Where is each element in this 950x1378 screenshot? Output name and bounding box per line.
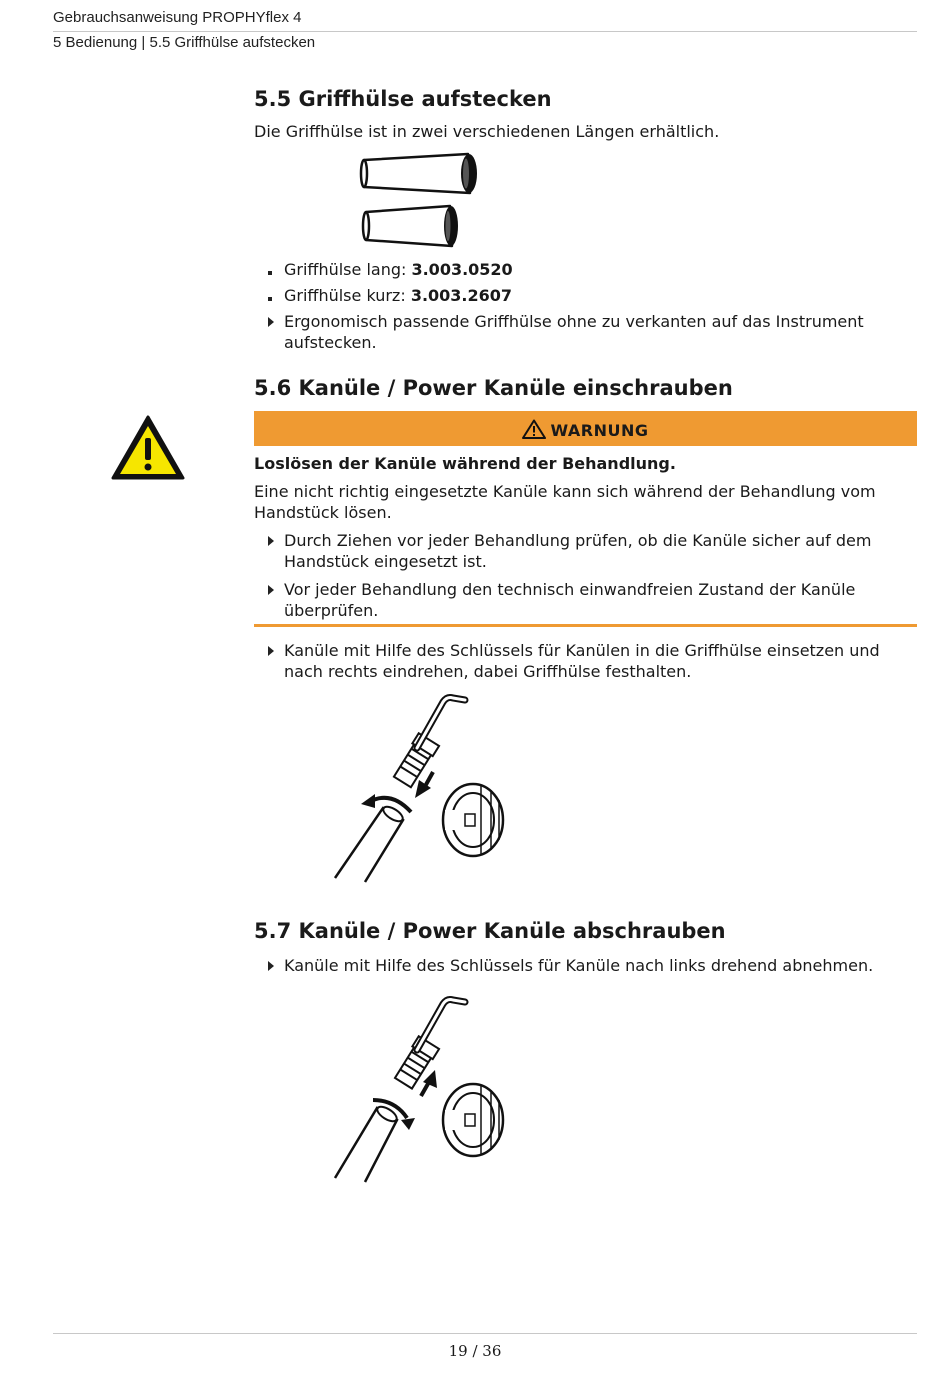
warning-step: Vor jeder Behandlung den technisch einwandfreien Zustand der Kanüle überprüfen. — [266, 579, 916, 621]
square-bullet-icon — [268, 297, 272, 301]
document-title: Gebrauchsanweisung PROPHYflex 4 — [53, 9, 302, 26]
warning-end-rule — [254, 624, 917, 627]
footer-divider — [53, 1333, 917, 1334]
section-heading-5-6: 5.6 Kanüle / Power Kanüle einschrauben — [254, 376, 733, 400]
warning-step: Durch Ziehen vor jeder Behandlung prüfen, ob die Kanüle sicher auf dem Handstück eingesetzt ist. — [266, 530, 916, 572]
cannula-screw-in-illustration — [325, 690, 515, 885]
grip-sleeves-illustration — [358, 150, 483, 250]
hazard-warning-icon — [110, 414, 186, 481]
instruction-step: Kanüle mit Hilfe des Schlüssels für Kanüle nach links drehend abnehmen. — [266, 955, 916, 976]
breadcrumb: 5 Bedienung | 5.5 Griffhülse aufstecken — [53, 34, 316, 51]
list-item-sleeve-long: Griffhülse lang: 3.003.0520 — [266, 259, 916, 280]
section-heading-5-5: 5.5 Griffhülse aufstecken — [254, 87, 552, 111]
square-bullet-icon — [268, 271, 272, 275]
warning-title: Loslösen der Kanüle während der Behandlung. — [254, 454, 676, 473]
step-arrow-icon — [268, 646, 274, 656]
warning-triangle-icon — [522, 419, 546, 439]
part-number: 3.003.0520 — [411, 260, 513, 279]
step-arrow-icon — [268, 961, 274, 971]
header-divider — [53, 31, 917, 32]
step-arrow-icon — [268, 536, 274, 546]
instruction-step: Ergonomisch passende Griffhülse ohne zu verkanten auf das Instrument aufstecken. — [266, 311, 916, 353]
instruction-step: Kanüle mit Hilfe des Schlüssels für Kanülen in die Griffhülse einsetzen und nach rechts eindrehen, dabei Griffhülse festhalten. — [266, 640, 916, 682]
step-arrow-icon — [268, 317, 274, 327]
warning-banner — [254, 411, 917, 446]
section-5-5-intro: Die Griffhülse ist in zwei verschiedenen Längen erhältlich. — [254, 122, 720, 141]
page-number: 19 / 36 — [448, 1342, 502, 1360]
list-item-sleeve-short: Griffhülse kurz: 3.003.2607 — [266, 285, 916, 306]
warning-label: WARNUNG — [550, 421, 649, 440]
cannula-unscrew-illustration — [325, 990, 515, 1185]
step-arrow-icon — [268, 585, 274, 595]
warning-text: Eine nicht richtig eingesetzte Kanüle kann sich während der Behandlung vom Handstück lösen. — [254, 482, 876, 522]
section-heading-5-7: 5.7 Kanüle / Power Kanüle abschrauben — [254, 919, 726, 943]
part-number: 3.003.2607 — [410, 286, 513, 305]
